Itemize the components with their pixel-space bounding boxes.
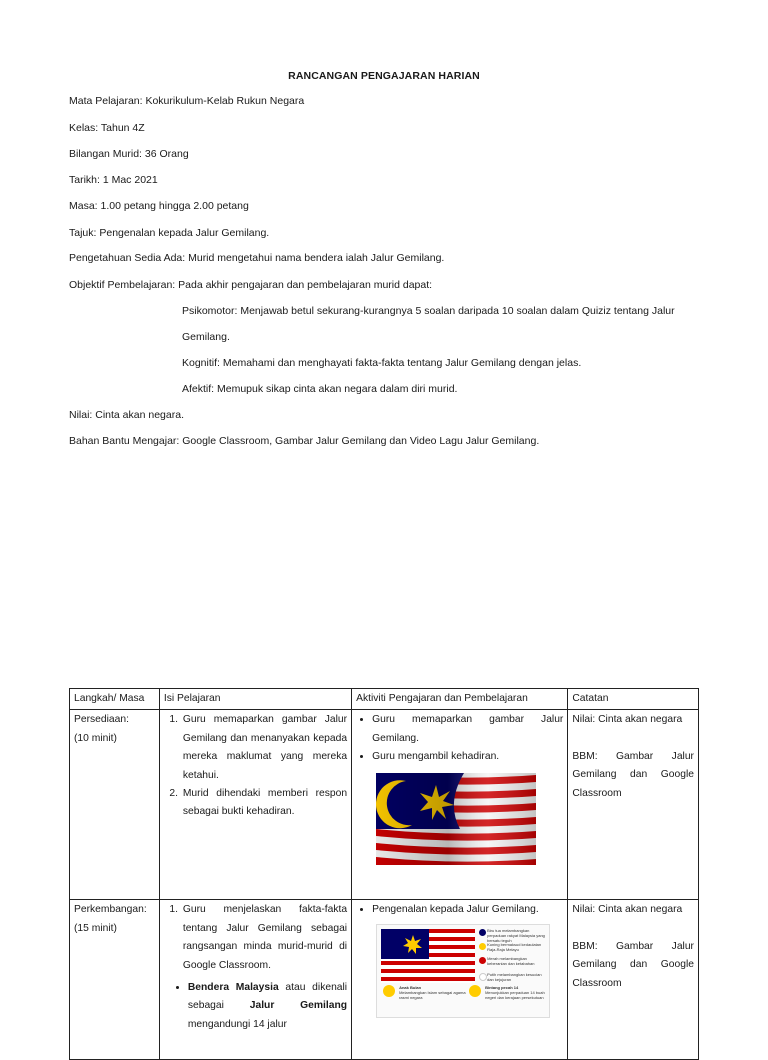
bold-text: Jalur Gemilang [249, 1000, 348, 1012]
moon-text: Melambangkan Islam sebagai agama rasmi negara [399, 989, 466, 1000]
activity-cell [352, 710, 568, 900]
topic-line: Tajuk: Pengenalan kepada Jalur Gemilang. [69, 227, 270, 239]
notes-cell [568, 710, 699, 900]
date-line: Tarikh: 1 Mac 2021 [69, 174, 158, 186]
psychomotor-line: Psikomotor: Menjawab betul sekurang-kurangnya 5 soalan daripada 10 soalan dalam Quiziz tentang Jalur [182, 305, 675, 317]
table-header-row [70, 689, 699, 710]
table-header-cell: Langkah/ Masa [70, 689, 160, 710]
cognitive-line: Kognitif: Memahami dan menghayati fakta-fakta tentang Jalur Gemilang dengan jelas. [182, 357, 582, 369]
class-line: Kelas: Tahun 4Z [69, 122, 145, 134]
moon-label: Anak Bulan [399, 984, 422, 990]
lesson-table [69, 688, 699, 1060]
table-header-cell: Aktiviti Pengajaran dan Pembelajaran [352, 689, 568, 710]
step-label: Persediaan: [74, 714, 129, 726]
bold-text: Bendera Malaysia [187, 982, 279, 994]
list-item: • Guru mengambil kehadiran. [372, 748, 563, 766]
step-label: Perkembangan: [74, 904, 147, 916]
info-white: Putih melambangkan kesucian dan kejujuran [487, 971, 542, 982]
prior-knowledge-line: Pengetahuan Sedia Ada: Murid mengetahui nama bendera ialah Jalur Gemilang. [69, 252, 445, 264]
step-cell [70, 900, 160, 1060]
value-line: Nilai: Cinta akan negara. [69, 409, 184, 421]
list-item: • Pengenalan kepada Jalur Gemilang. [372, 901, 563, 919]
step-duration: (15 minit) [74, 922, 117, 934]
list-item: • Guru memaparkan gambar Jalur Gemilang. [372, 711, 563, 748]
info-red: Merah melambangkan keberanian dan ketabahan [487, 955, 535, 966]
list-item: 1. Guru menjelaskan fakta-fakta tentang Jalur Gemilang sebagai rangsangan minda murid-murid di Google Classroom. [181, 901, 347, 975]
objective-intro-line: Objektif Pembelajaran: Pada akhir pengajaran dan pembelajaran murid dapat: [69, 279, 433, 291]
info-blue: Biru tua melambangkan perpaduan rakyat Malaysia yang bersatu teguh [487, 927, 545, 943]
subject-line: Mata Pelajaran: Kokurikulum-Kelab Rukun Negara [69, 95, 305, 107]
star-label: Bintang pecah 14 [485, 984, 519, 990]
list-item: • Bendera Malaysia atau dikenali sebagai Jalur Gemilang mengandungi 14 jalur [188, 979, 347, 1034]
step-duration: (10 minit) [74, 732, 117, 744]
content-cell [159, 900, 351, 1060]
page-title: RANCANGAN PENGAJARAN HARIAN [288, 70, 480, 82]
content-cell [159, 710, 351, 900]
affective-line: Afektif: Memupuk sikap cinta akan negara dalam diri murid. [182, 383, 458, 395]
activity-cell [352, 900, 568, 1060]
note-bbm: BBM: Gambar Jalur Gemilang dan Google Classroom [572, 750, 694, 799]
note-value: Nilai: Cinta akan negara [572, 904, 683, 916]
info-yellow: Kuning bermaksud kedaulatan Raja-Raja Melayu [487, 941, 542, 952]
flag-infographic [376, 924, 550, 1018]
step-cell [70, 710, 160, 900]
malaysia-flag-small-icon [381, 929, 475, 983]
materials-line: Bahan Bantu Mengajar: Google Classroom, Gambar Jalur Gemilang dan Video Lagu Jalur Gemilang. [69, 435, 540, 447]
students-line: Bilangan Murid: 36 Orang [69, 148, 189, 160]
table-header-cell: Catatan [568, 689, 699, 710]
time-line: Masa: 1.00 petang hingga 2.00 petang [69, 200, 249, 212]
table-row [70, 710, 699, 900]
psychomotor-line-cont: Gemilang. [182, 331, 230, 343]
moon-icon [383, 985, 395, 997]
note-value: Nilai: Cinta akan negara [572, 714, 683, 726]
note-bbm: BBM: Gambar Jalur Gemilang dan Google Classroom [572, 940, 694, 989]
star-icon [469, 985, 481, 997]
malaysia-flag-image [376, 773, 536, 865]
table-row [70, 900, 699, 1060]
list-item: 1. Guru memaparkan gambar Jalur Gemilang dan menanyakan kepada mereka maklumat yang mereka ketahui. [181, 711, 347, 785]
star-text: Menunjukkan perpaduan 14 buah negeri dan kerajaan persekutuan [485, 989, 545, 1000]
notes-cell [568, 900, 699, 1060]
table-header-cell: Isi Pelajaran [159, 689, 351, 710]
list-item: 2. Murid dihendaki memberi respon sebagai bukti kehadiran. [181, 785, 347, 822]
